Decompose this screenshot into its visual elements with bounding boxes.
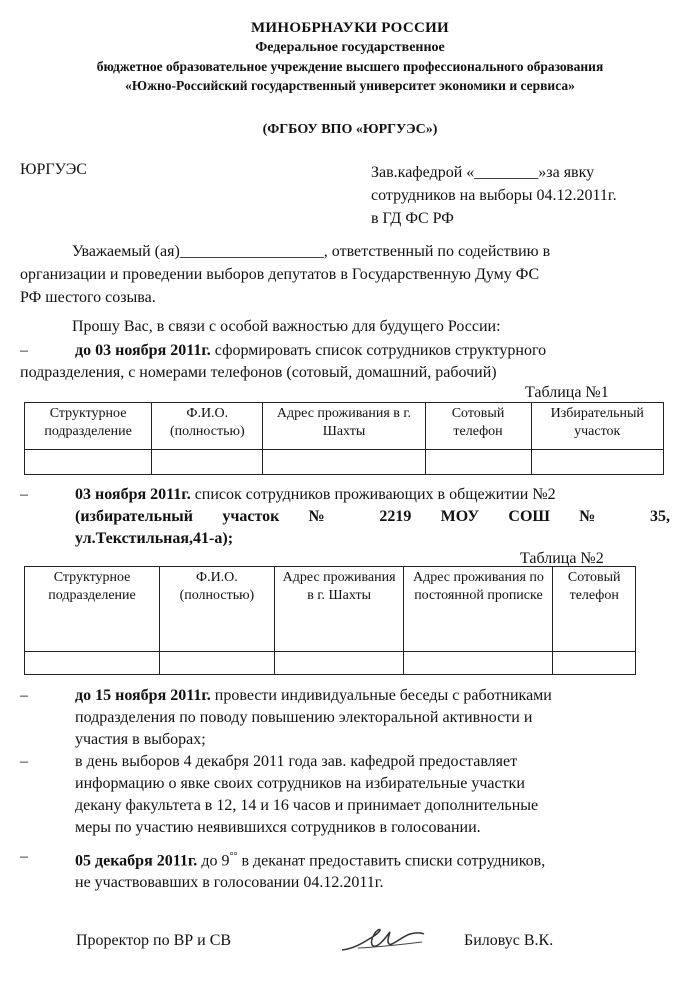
list-item-text	[75, 685, 670, 707]
item-continuation: подразделения, с номерами телефонов (сотовый, домашний, рабочий)	[20, 364, 497, 381]
list-item-text: в день выборов 4 декабря 2011 года зав. кафедрой предоставляет	[75, 753, 518, 770]
table-header-cell: Сотовый телефон	[425, 403, 531, 450]
table-header-cell: Адрес проживания в г. Шахты	[274, 567, 404, 652]
intro-line: организации и проведении выборов депутатов в Государственную Думу ФС	[20, 266, 540, 283]
addressee-line: Зав.кафедрой «________»за явку	[371, 164, 595, 181]
table-cell	[531, 450, 663, 475]
item-continuation: декану факультета в 12, 14 и 16 часов и принимает дополнительные	[75, 797, 539, 814]
table-cell	[553, 652, 636, 675]
addressee-line: сотрудников на выборы 04.12.2011г.	[371, 187, 617, 204]
table1-caption: Таблица №1	[525, 384, 609, 401]
table-header-cell: Избирательный участок	[531, 403, 663, 450]
item-text: до 9	[197, 852, 230, 870]
intro-line: Уважаемый (ая)__________________, ответственный по содействию в	[72, 243, 551, 260]
intro-line: РФ шестого созыва.	[20, 289, 156, 306]
item-text: в деканат предоставить списки сотрудников,	[237, 852, 546, 870]
table-2	[24, 566, 636, 675]
request-text: Прошу Вас, в связи с особой важностью для будущего России:	[72, 318, 501, 335]
deadline-bold: до 03 ноября 2011г.	[75, 342, 211, 359]
dash-marker: –	[20, 848, 28, 865]
table-cell	[404, 652, 553, 675]
table-cell	[425, 450, 531, 475]
addressee-line: в ГД ФС РФ	[371, 210, 454, 227]
signatory-title: Проректор по ВР и СВ	[76, 932, 232, 949]
table-cell	[160, 652, 275, 675]
list-item	[20, 751, 670, 839]
item-continuation: (избирательный участок № 2219 МОУ СОШ № 35,	[75, 508, 670, 525]
sender: ЮРГУЭС	[20, 161, 87, 178]
item-text: сформировать список сотрудников структурного	[210, 342, 547, 359]
table-header-cell: Ф.И.О. (полностью)	[160, 567, 275, 652]
table-row	[25, 450, 664, 475]
table-header-row	[25, 403, 664, 450]
deadline-bold: 05 декабря 2011г.	[75, 852, 198, 870]
list-item	[20, 685, 670, 751]
dash-marker: –	[20, 486, 28, 503]
list-item-text	[75, 484, 670, 506]
list-item	[20, 846, 670, 894]
table-header-cell: Ф.И.О. (полностью)	[152, 403, 263, 450]
dash-marker: –	[20, 342, 28, 359]
item-continuation: подразделения по поводу повышению электоральной активности и	[75, 709, 533, 726]
table-header-row	[25, 567, 636, 652]
university-abbr: (ФГБОУ ВПО «ЮРГУЭС»)	[262, 122, 438, 137]
table-cell	[274, 652, 404, 675]
time-superscript: °°	[229, 851, 238, 862]
item-continuation: информацию о явке своих сотрудников на избирательные участки	[75, 775, 525, 792]
dash-marker: –	[20, 753, 28, 770]
item-continuation: не участвовавших в голосовании 04.12.2011г.	[75, 874, 384, 892]
institution-type: Федеральное государственное	[255, 40, 445, 55]
table-header-cell: Сотовый телефон	[553, 567, 636, 652]
list-item-text	[75, 846, 670, 872]
table-header-cell: Структурное подразделение	[25, 567, 160, 652]
ministry-title: МИНОБРНАУКИ РОССИИ	[250, 20, 450, 36]
table-cell	[152, 450, 263, 475]
list-item	[20, 484, 670, 550]
intro-paragraph	[20, 240, 670, 309]
item-continuation: меры по участию неявившихся сотрудников в голосовании.	[75, 819, 481, 836]
addressee-block	[371, 161, 691, 230]
item-continuation: ул.Текстильная,41-а);	[75, 530, 234, 547]
item-text: список сотрудников проживающих в общежитии №2	[190, 486, 556, 503]
list-item	[20, 340, 670, 384]
deadline-bold: 03 ноября 2011г.	[75, 486, 191, 503]
table-header-cell: Адрес проживания по постоянной прописке	[404, 567, 553, 652]
list-item-text	[75, 340, 670, 362]
table-header-cell: Адрес проживания в г. Шахты	[263, 403, 425, 450]
dash-marker: –	[20, 687, 28, 704]
institution-type-full: бюджетное образовательное учреждение высшего профессионального образования	[96, 59, 604, 74]
item-continuation: участия в выборах;	[75, 731, 206, 748]
handwritten-signature	[338, 918, 428, 958]
request-line	[20, 315, 670, 338]
university-name: «Южно-Российский государственный университет экономики и сервиса»	[125, 78, 575, 93]
table-row	[25, 652, 636, 675]
deadline-bold: до 15 ноября 2011г.	[75, 687, 211, 704]
table2-caption: Таблица №2	[520, 550, 604, 567]
table-cell	[263, 450, 425, 475]
table-1	[24, 402, 664, 475]
table-header-cell: Структурное подразделение	[25, 403, 152, 450]
table-cell	[25, 652, 160, 675]
signatory-name: Биловус В.К.	[464, 932, 554, 949]
table-cell	[25, 450, 152, 475]
item-text: провести индивидуальные беседы с работниками	[210, 687, 552, 704]
